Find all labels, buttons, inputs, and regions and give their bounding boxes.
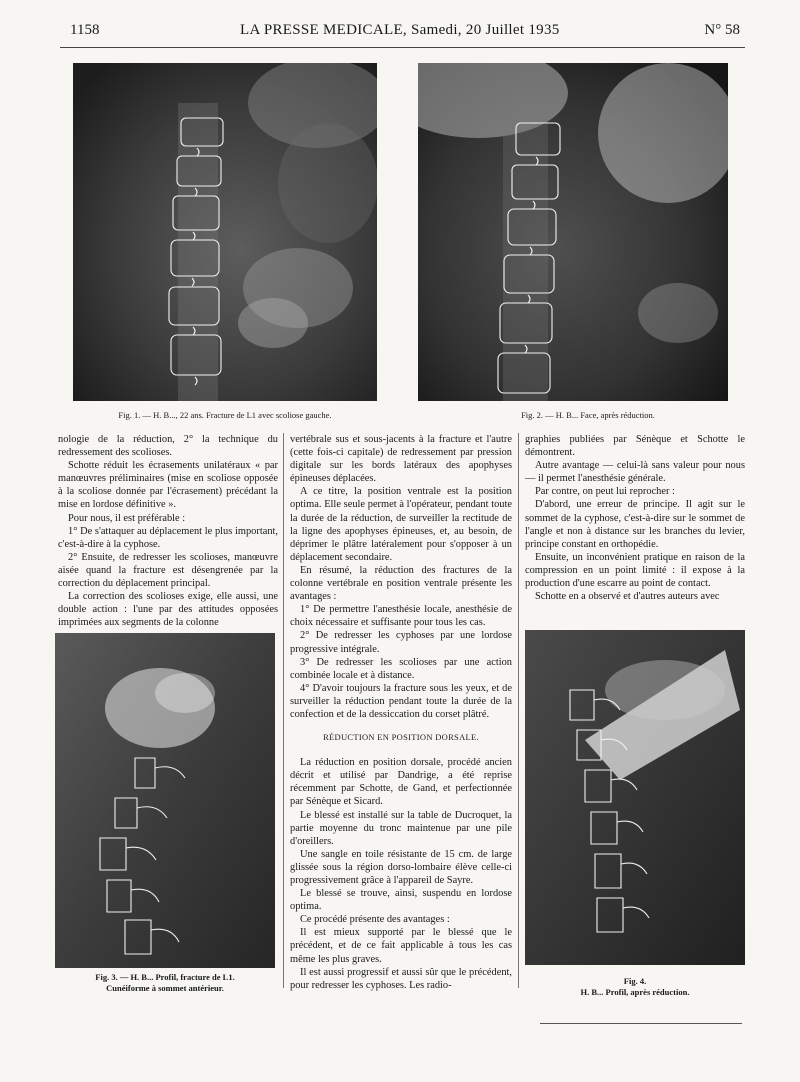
col2-paragraph: La réduction en position dorsale, procédé ancien décrit et utilisé par Dandrige, a été reprise récemment par Schotte, de Gand, et perfectionnée par Sénèque et Sicard. — [290, 757, 512, 808]
figure-4-xray — [525, 630, 745, 965]
col2-paragraph: Ce procédé présente des avantages : — [300, 914, 450, 926]
column-divider-right — [518, 433, 519, 988]
figure-1-xray — [73, 63, 377, 401]
header-rule — [60, 47, 745, 48]
col1-paragraph: Pour nous, il est préférable : — [68, 512, 186, 524]
col2-paragraph: vertébrale sus et sous-jacents à la fracture et l'autre (cette fois-ci capitale) de redressement par pression digitale sur les bords latéraux des apophyses épineuses déplacées. — [290, 434, 512, 485]
issue-number: N° 58 — [704, 22, 740, 38]
col1-paragraph: 1° De s'attaquer au déplacement le plus important, c'est-à-dire à la cyphose. — [58, 525, 278, 550]
col3-paragraph: Autre avantage — celui-là sans valeur pour nous — il permet l'anesthésie générale. — [525, 460, 745, 485]
col2-paragraph: 3° De redresser les scolioses par une action combinée locale et à distance. — [290, 656, 512, 681]
col3-paragraph: D'abord, une erreur de principe. Il agit sur le sommet de la cyphose, c'est-à-dire sur le sommet de l'angle et non à distance sur les branches du levier, principe constant en orthopédie. — [525, 499, 745, 550]
col2-paragraph: 2° De redresser les cyphoses par une lordose progressive intégrale. — [290, 630, 512, 655]
page-number: 1158 — [70, 22, 100, 38]
figure-3-caption — [55, 972, 275, 994]
col3-paragraph: Ensuite, un inconvénient pratique en raison de la compression en un point limité : il expose à la production d'une escarre au point de contact. — [525, 551, 745, 590]
col1-paragraph: 2° Ensuite, de redresser les scolioses, manœuvre aisée quand la fracture est désengrenée par la correction du déplacement principal. — [58, 551, 278, 590]
col3-paragraph: Schotte en a observé et d'autres auteurs avec — [535, 591, 720, 603]
figure-1-caption: Fig. 1. — H. B..., 22 ans. Fracture de L1 avec scoliose gauche. — [118, 410, 332, 420]
col1-paragraph: La correction des scolioses exige, elle aussi, une double action : l'une par des attitudes opposées imprimées aux segments de la colonne — [58, 591, 278, 629]
col3-paragraph: Par contre, on peut lui reprocher : — [535, 486, 675, 498]
col2-paragraph: Il est mieux supporté par le blessé que le précédent, et de ce fait applicable à tous les cas même les plus graves. — [290, 927, 512, 965]
figure-4-caption — [525, 976, 745, 998]
journal-title: LA PRESSE MEDICALE, Samedi, 20 Juillet 1935 — [240, 22, 560, 38]
figure-2-caption: Fig. 2. — H. B... Face, après réduction. — [521, 410, 655, 420]
col2-paragraph: 4° D'avoir toujours la fracture sous les yeux, et de surveiller la réduction pendant toute la durée de la confection et de la dessiccation du corset plâtré. — [290, 682, 512, 720]
col2-paragraph: En résumé, la réduction des fractures de la colonne vertébrale en position ventrale présente les avantages : — [290, 564, 512, 603]
col2-paragraph: Le blessé se trouve, ainsi, suspendu en lordose optima. — [290, 888, 512, 913]
footer-rule — [540, 1023, 742, 1024]
col2-paragraph: A ce titre, la position ventrale est la position optima. Elle seule permet à l'opérateur, pendant toute la durée de la réduction, de surveiller la rectitude de la ligne des apophyses épineuses, et, au besoin, de déprimer le plâtre latéralement pour s'opposer à un déplacement secondaire. — [290, 486, 512, 563]
column-1-text — [58, 433, 278, 629]
col2-paragraph: Il est aussi progressif et aussi sûr que le précédent, pour redresser les cyphoses. Les radio- — [290, 966, 512, 991]
col1-paragraph: Schotte réduit les écrasements unilatéraux « par manœuvres préliminaires (mise en scoliose opposée à la scoliose donnée par l'écrasement) précédant la mise en lordose définitive ». — [58, 460, 278, 511]
figure-2-xray — [418, 63, 728, 401]
figure-4-caption-line1: Fig. 4. — [623, 976, 647, 986]
figure-3-caption-line1: Fig. 3. — H. B... Profil, fracture de L1. — [95, 972, 235, 982]
section-heading: RÉDUCTION EN POSITION DORSALE. — [323, 732, 479, 743]
col3-paragraph: graphies publiées par Sénèque et Schotte le démontrent. — [525, 434, 745, 459]
column-divider-left — [283, 433, 284, 988]
figure-3-xray — [55, 633, 275, 968]
running-header — [70, 22, 740, 44]
col2-paragraph: Une sangle en toile résistante de 15 cm. de large glissée sous la région dorso-lombaire élève celle-ci progressivement grâce à l'appareil de Sayre. — [290, 848, 512, 886]
col2-paragraph: Le blessé est installé sur la table de Ducroquet, la partie moyenne du tronc maintenue par une pile d'oreillers. — [290, 809, 512, 847]
column-2-text — [290, 433, 512, 992]
col1-paragraph: nologie de la réduction, 2° la technique du redressement des scolioses. — [58, 434, 278, 459]
figure-4-caption-line2: H. B... Profil, après réduction. — [580, 987, 690, 997]
col2-paragraph: 1° De permettre l'anesthésie locale, anesthésie de choix nécessaire et suffisante pour tous les cas. — [290, 604, 512, 629]
column-3-text — [525, 433, 745, 603]
figure-3-caption-line2: Cunéiforme à sommet antérieur. — [106, 983, 224, 993]
